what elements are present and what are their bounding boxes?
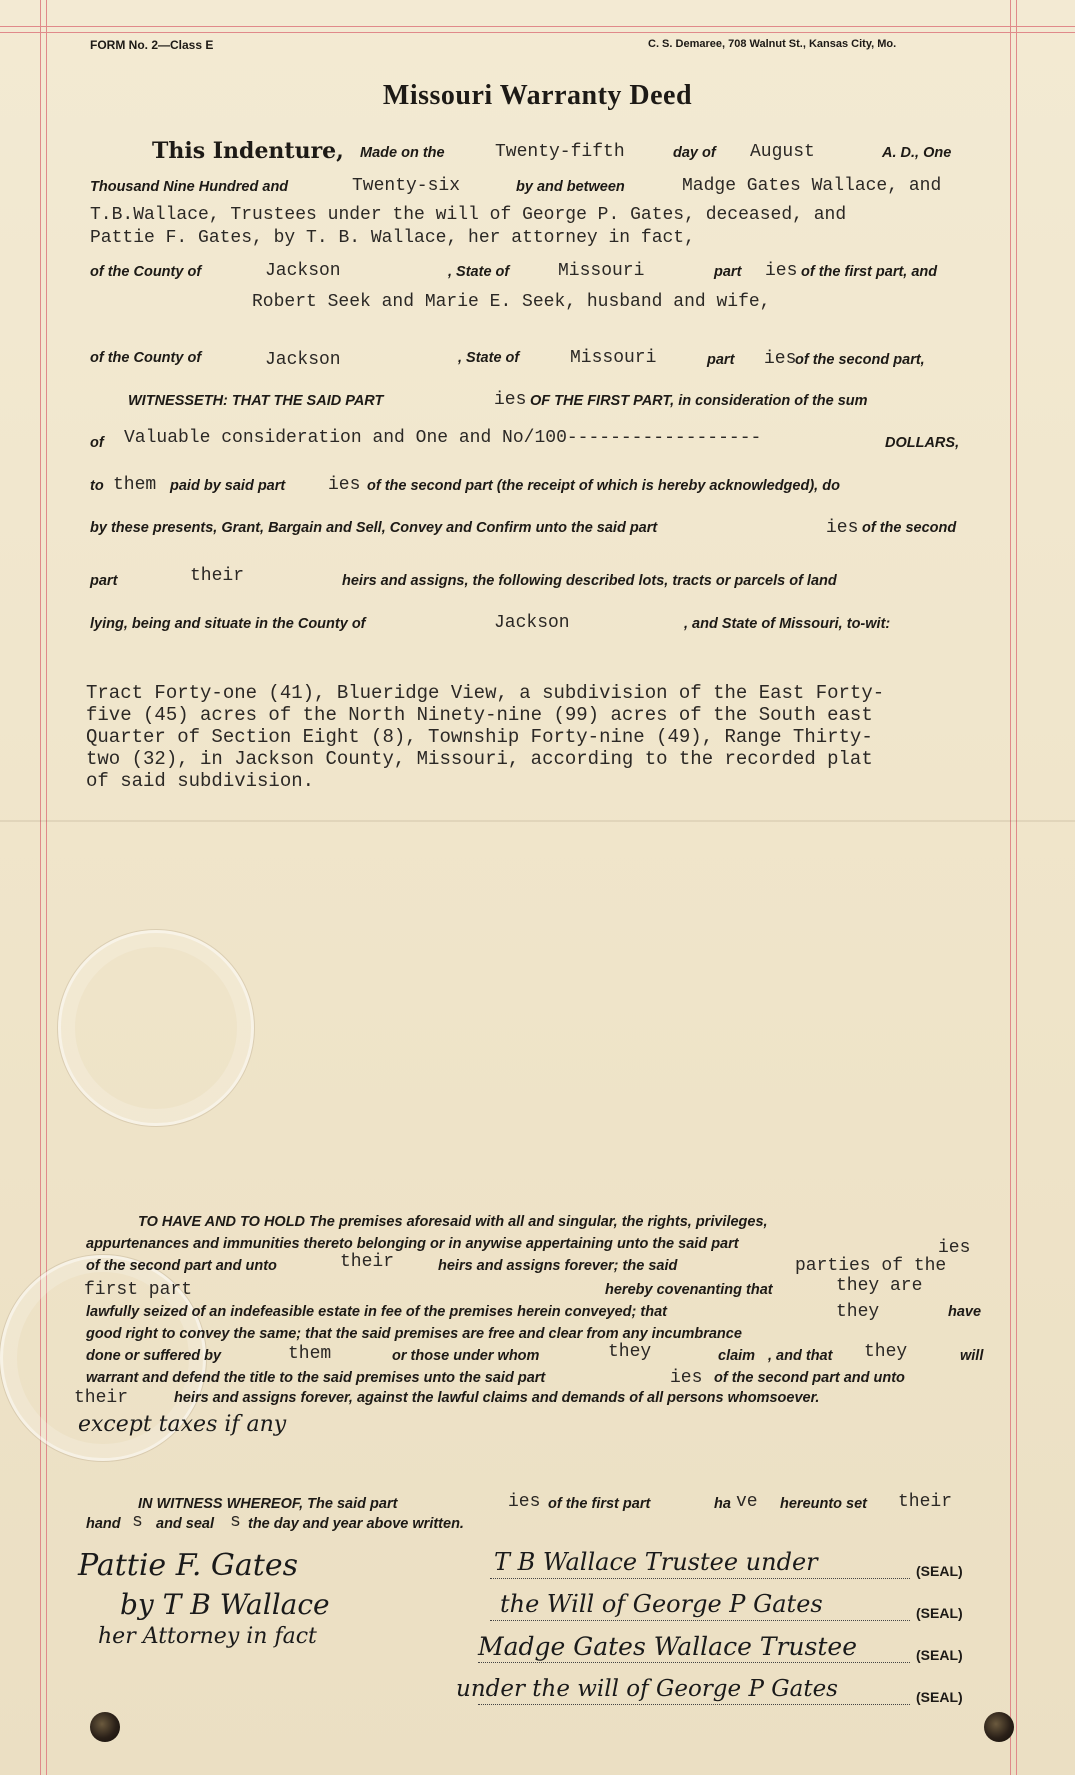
indenture-line-2 bbox=[90, 176, 990, 202]
habendum-text: or those under whom bbox=[392, 1348, 540, 1364]
label-heirs: heirs and assigns, the following described lots, tracts or parcels of land bbox=[342, 573, 837, 589]
right-margin-rule bbox=[1016, 0, 1017, 1775]
indenture-opening: This Indenture, bbox=[152, 138, 344, 164]
signature-by-wallace: by T B Wallace bbox=[120, 1588, 330, 1621]
left-margin-rule bbox=[40, 0, 41, 1775]
grantor-county-line bbox=[90, 260, 990, 286]
grantee-county-line bbox=[90, 348, 990, 374]
label-day-of: day of bbox=[673, 145, 716, 161]
label-state: , State of bbox=[448, 264, 510, 280]
label-part: part bbox=[714, 264, 742, 280]
them-fill: them bbox=[288, 1344, 332, 1364]
witnesseth-line bbox=[90, 390, 990, 416]
witness-text: IN WITNESS WHEREOF, The said part bbox=[138, 1496, 398, 1512]
their-fill: their bbox=[340, 1252, 395, 1272]
habendum-text: TO HAVE AND TO HOLD The premises aforesaid with all and singular, the rights, privileges, bbox=[138, 1214, 768, 1230]
fold-crease bbox=[0, 820, 1075, 822]
habendum-line-5 bbox=[86, 1302, 990, 1324]
habendum-text: done or suffered by bbox=[86, 1348, 222, 1364]
left-margin-rule bbox=[46, 0, 47, 1775]
they-fill: they bbox=[608, 1342, 652, 1362]
grantee-names: Robert Seek and Marie E. Seek, husband and wife, bbox=[252, 292, 771, 312]
habendum-line-2 bbox=[86, 1236, 990, 1258]
ve-fill: ve bbox=[736, 1492, 758, 1512]
habendum-text: good right to convey the same; that the said premises are free and clear from any incumbrance bbox=[86, 1326, 742, 1342]
seal-label: (SEAL) bbox=[916, 1647, 963, 1663]
heirs-line bbox=[90, 566, 990, 592]
ies-fill: ies bbox=[764, 349, 797, 369]
habendum-line-6 bbox=[86, 1324, 990, 1346]
habendum-text: will bbox=[960, 1348, 984, 1364]
signature-will-gates: the Will of George P Gates bbox=[500, 1590, 823, 1618]
they-fill: they bbox=[864, 1342, 908, 1362]
label-county: of the County of bbox=[90, 264, 202, 280]
signature-line bbox=[478, 1704, 910, 1705]
habendum-line-7 bbox=[86, 1342, 990, 1368]
legal-description bbox=[86, 682, 986, 792]
county-value: Jackson bbox=[265, 261, 341, 281]
rivet-right bbox=[984, 1712, 1014, 1742]
label-receipt: of the second part (the receipt of which is hereby acknowledged), do bbox=[367, 478, 840, 494]
habendum-text: , and that bbox=[768, 1348, 833, 1364]
signature-pattie-gates: Pattie F. Gates bbox=[78, 1548, 298, 1583]
signature-line bbox=[490, 1620, 910, 1621]
first-part-fill: first part bbox=[84, 1280, 193, 1300]
habendum-line-4 bbox=[84, 1276, 990, 1302]
label-part: part bbox=[707, 352, 735, 368]
label-paid-by: paid by said part bbox=[170, 478, 286, 494]
habendum-text: hereby covenanting that bbox=[605, 1282, 773, 1298]
habendum-text: appurtenances and immunities thereto belonging or in anywise appertaining unto the said part bbox=[86, 1236, 739, 1252]
state-value: Missouri bbox=[558, 261, 645, 281]
witness-text: the day and year above written. bbox=[248, 1516, 464, 1532]
signature-attorney-in-fact: her Attorney in fact bbox=[98, 1624, 317, 1649]
their-fill: their bbox=[898, 1492, 953, 1512]
label-ad-one: A. D., One bbox=[882, 145, 952, 161]
grantor-line-1: Madge Gates Wallace, and bbox=[682, 176, 942, 196]
witness-line-2 bbox=[86, 1512, 990, 1536]
witness-text: hand bbox=[86, 1516, 121, 1532]
habendum-line-9 bbox=[74, 1388, 990, 1410]
them-fill: them bbox=[113, 475, 157, 495]
embossed-seal bbox=[58, 930, 254, 1126]
situate-line bbox=[90, 612, 990, 638]
grant-line bbox=[90, 518, 990, 544]
s-fill: s bbox=[132, 1512, 143, 1532]
label-lying: lying, being and situate in the County of bbox=[90, 616, 366, 632]
signature-madge-wallace: Madge Gates Wallace Trustee bbox=[478, 1632, 858, 1661]
habendum-line-8 bbox=[86, 1368, 990, 1390]
label-first-part: of the first part, and bbox=[801, 264, 938, 280]
habendum-text: claim bbox=[718, 1348, 756, 1364]
parties-fill: parties of the bbox=[795, 1256, 947, 1276]
county-value: Jackson bbox=[265, 350, 341, 370]
day-value: Twenty-fifth bbox=[495, 142, 625, 162]
habendum-line-1 bbox=[90, 1214, 990, 1236]
seal-label: (SEAL) bbox=[916, 1605, 963, 1621]
habendum-text: lawfully seized of an indefeasible estate in fee of the premises herein conveyed; that bbox=[86, 1304, 667, 1320]
habendum-text: have bbox=[948, 1304, 982, 1320]
label-dollars: DOLLARS, bbox=[885, 435, 960, 451]
month-value: August bbox=[750, 142, 815, 162]
label-by-between: by and between bbox=[516, 179, 625, 195]
publisher-line: C. S. Demaree, 708 Walnut St., Kansas City, Mo. bbox=[648, 38, 897, 50]
paid-by-line bbox=[90, 474, 990, 500]
witness-text: of the first part bbox=[548, 1496, 651, 1512]
signature-under-will: under the will of George P Gates bbox=[456, 1676, 838, 1702]
habendum-text: of the second part and unto bbox=[714, 1370, 905, 1386]
ies-fill: ies bbox=[508, 1492, 541, 1512]
label-state: , State of bbox=[458, 350, 520, 366]
document-title: Missouri Warranty Deed bbox=[382, 80, 693, 111]
signature-line bbox=[478, 1662, 910, 1663]
year-value: Twenty-six bbox=[352, 176, 461, 196]
habendum-text: heirs and assigns forever; the said bbox=[438, 1258, 678, 1274]
habendum-text: of the second part and unto bbox=[86, 1258, 277, 1274]
label-second-part: of the second part, bbox=[795, 352, 925, 368]
top-margin-rule bbox=[0, 32, 1075, 33]
consideration-line bbox=[90, 428, 990, 454]
witness-text: and seal bbox=[156, 1516, 215, 1532]
witness-text: hereunto set bbox=[780, 1496, 868, 1512]
ies-fill: ies bbox=[938, 1238, 971, 1258]
ies-fill: ies bbox=[826, 518, 859, 538]
witness-text: ha bbox=[714, 1496, 731, 1512]
state-value: Missouri bbox=[570, 348, 657, 368]
label-thousand: Thousand Nine Hundred and bbox=[90, 179, 289, 195]
witnesseth-text: WITNESSETH: THAT THE SAID PART bbox=[128, 393, 384, 409]
ies-fill: ies bbox=[328, 475, 361, 495]
ies-fill: ies bbox=[670, 1368, 703, 1388]
county-value: Jackson bbox=[494, 613, 570, 633]
witnesseth-text-b: OF THE FIRST PART, in consideration of the sum bbox=[530, 393, 868, 409]
signature-line bbox=[490, 1578, 910, 1579]
grantor-line-2: T.B.Wallace, Trustees under the will of George P. Gates, deceased, and bbox=[90, 205, 847, 225]
legal-line: five (45) acres of the North Ninety-nine (99) acres of the South east bbox=[86, 704, 873, 726]
they-are-fill: they are bbox=[836, 1276, 923, 1296]
s-fill: s bbox=[230, 1512, 241, 1532]
habendum-text: warrant and defend the title to the said premises unto the said part bbox=[86, 1370, 546, 1386]
label-to: to bbox=[90, 478, 104, 494]
right-margin-rule bbox=[1010, 0, 1011, 1775]
legal-line: two (32), in Jackson County, Missouri, according to the recorded plat bbox=[86, 748, 873, 770]
seal-label: (SEAL) bbox=[916, 1689, 963, 1705]
consideration-value: Valuable consideration and One and No/100------------------ bbox=[124, 428, 762, 448]
label-of: of bbox=[90, 435, 104, 451]
their-fill: their bbox=[74, 1388, 129, 1408]
ies-fill: ies bbox=[765, 261, 798, 281]
top-margin-rule bbox=[0, 26, 1075, 27]
legal-line: of said subdivision. bbox=[86, 770, 315, 792]
indenture-line-1 bbox=[90, 138, 990, 168]
form-number: FORM No. 2—Class E bbox=[90, 38, 214, 52]
they-fill: they bbox=[836, 1302, 880, 1322]
their-fill: their bbox=[190, 566, 245, 586]
handwritten-exception: except taxes if any bbox=[78, 1412, 287, 1437]
legal-line: Quarter of Section Eight (8), Township Forty-nine (49), Range Thirty- bbox=[86, 726, 873, 748]
label-county: of the County of bbox=[90, 350, 202, 366]
witness-line-1 bbox=[90, 1494, 990, 1516]
rivet-left bbox=[90, 1712, 120, 1742]
label-part: part bbox=[90, 573, 118, 589]
label-state-mo: , and State of Missouri, to-wit: bbox=[684, 616, 891, 632]
ies-fill: ies bbox=[494, 390, 527, 410]
grantor-line-3: Pattie F. Gates, by T. B. Wallace, her attorney in fact, bbox=[90, 228, 695, 248]
label-made-on: Made on the bbox=[360, 145, 445, 161]
signature-wallace-trustee: T B Wallace Trustee under bbox=[494, 1548, 818, 1576]
legal-line: Tract Forty-one (41), Blueridge View, a subdivision of the East Forty- bbox=[86, 682, 885, 704]
seal-label: (SEAL) bbox=[916, 1563, 963, 1579]
label-grant: by these presents, Grant, Bargain and Sell, Convey and Confirm unto the said part bbox=[90, 520, 658, 536]
label-of-second: of the second bbox=[862, 520, 957, 536]
habendum-text: heirs and assigns forever, against the lawful claims and demands of all persons whomsoever. bbox=[174, 1390, 820, 1406]
